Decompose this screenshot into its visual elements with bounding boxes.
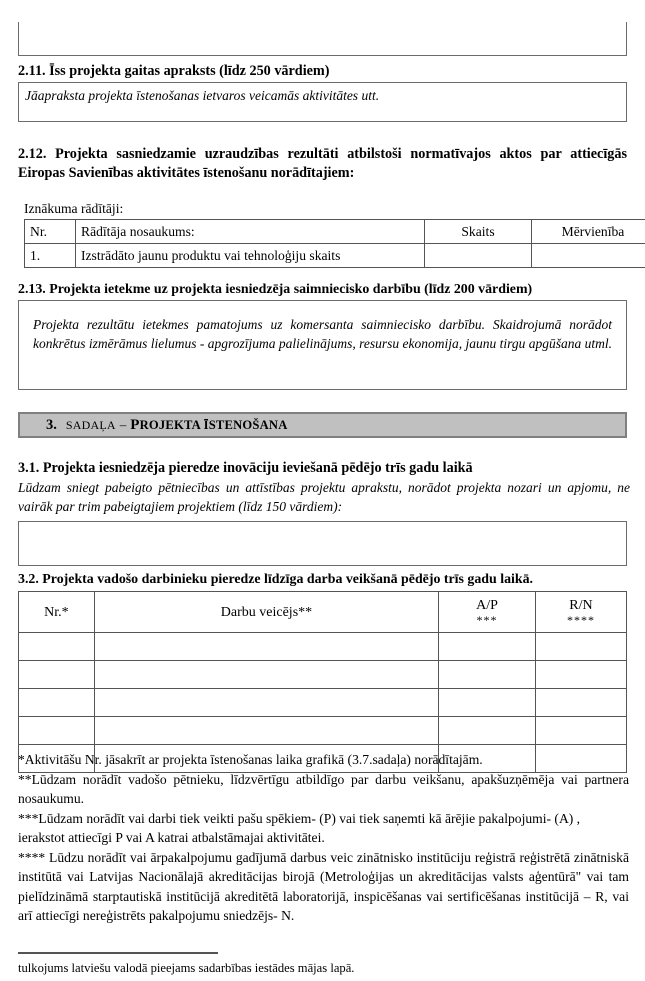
footer-separator [18, 952, 218, 954]
column-header-rn [535, 592, 626, 633]
column-header-rn-footnote-marker: **** [566, 613, 595, 627]
continuation-answer-box[interactable] [18, 22, 627, 56]
footnote-2: **Lūdzam norādīt vadošo pētnieku, līdzvērtīgu atbildīgo par darbu veikšanu, apakšuzņēmēja vai partnera nosaukumu. [18, 771, 629, 806]
column-header-ap-footnote-marker: *** [476, 613, 498, 627]
column-header-ap-label: A/P [476, 598, 498, 613]
footnotes-block [18, 750, 629, 926]
section-3-title-initial: P [130, 416, 140, 433]
table-row [25, 244, 645, 268]
heading-2-11: 2.11. Īss projekta gaitas apraksts (līdz 250 vārdiem) [18, 63, 330, 79]
table-3-2-staff-experience [18, 591, 627, 773]
cell-ap[interactable] [439, 633, 536, 661]
column-header-nr: Nr. [25, 220, 76, 244]
footnote-1: *Aktivitāšu Nr. jāsakrīt ar projekta īstenošanas laika grafikā (3.7.sadaļa) norādītajām. [18, 752, 483, 767]
cell-skaits[interactable] [425, 244, 532, 268]
cell-darbu-veicejs[interactable] [94, 633, 438, 661]
column-header-raditaja-nosaukums: Rādītāja nosaukums: [76, 220, 425, 244]
section-3-title-rest: ROJEKTA ĪSTENOŠANA [139, 417, 288, 432]
section-3-banner [18, 412, 627, 438]
column-header-skaits: Skaits [425, 220, 532, 244]
cell-nr: 1. [25, 244, 76, 268]
cell-raditaja-nosaukums: Izstrādāto jaunu produktu vai tehnoloģiju skaits [76, 244, 425, 268]
cell-mervieniba[interactable] [532, 244, 645, 268]
table-row [19, 689, 627, 717]
section-3-title [130, 417, 287, 434]
table-header-row [19, 592, 627, 633]
section-3-number: 3. [46, 416, 57, 433]
cell-darbu-veicejs[interactable] [94, 689, 438, 717]
cell-nr[interactable] [19, 717, 95, 745]
table-row [19, 633, 627, 661]
heading-3-2: 3.2. Projekta vadošo darbinieku pieredze līdzīga darba veikšanā pēdējo trīs gadu laikā. [18, 572, 534, 587]
heading-3-1: 3.1. Projekta iesniedzēja pieredze inovāciju ieviešanā pēdējo trīs gadu laikā [18, 460, 473, 476]
cell-ap[interactable] [439, 661, 536, 689]
column-header-mervieniba: Mērvienība [532, 220, 645, 244]
heading-2-12: 2.12. Projekta sasniedzamie uzraudzības rezultāti atbilstoši normatīvajos aktos par attiecīgās Eiropas Savienības aktivitātes īstenošanu norādītajiem: [18, 146, 627, 181]
footnote-4: **** Lūdzu norādīt vai ārpakalpojumu gadījumā darbus veic zinātnisko institūciju reģistrā reģistrētā zinātniskā institūtā vai Latvijas Nacionālajā akreditācijas birojā (Metroloģijas un akreditācijas valsts aģentūrā" vai tam pielīdzināmā starptautiskā institūcijā akreditētā laboratorijā, inspicēšanas vai sertificēšanas institūcijā – R, vai arī attiecīgi nereģistrēts pakalpojumu sniedzējs- N. [18, 849, 629, 923]
column-header-nr [19, 592, 95, 633]
section-3-dash: – [119, 417, 127, 432]
heading-2-13: 2.13. Projekta ietekme uz projekta iesniedzēja saimniecisko darbību (līdz 200 vārdiem) [18, 282, 533, 297]
answer-box-2-13[interactable] [18, 300, 627, 390]
answer-box-2-11[interactable] [18, 82, 627, 122]
cell-darbu-veicejs[interactable] [94, 661, 438, 689]
cell-rn[interactable] [535, 689, 626, 717]
column-header-darbu-veicejs-label: Darbu veicējs** [220, 604, 313, 620]
answer-box-3-1[interactable] [18, 521, 627, 566]
cell-rn[interactable] [535, 633, 626, 661]
cell-nr[interactable] [19, 689, 95, 717]
cell-darbu-veicejs[interactable] [94, 717, 438, 745]
cell-nr[interactable] [19, 633, 95, 661]
cell-rn[interactable] [535, 661, 626, 689]
table-2-12-indicators [24, 219, 645, 268]
label-iznakuma-raditaji: Iznākuma rādītāji: [24, 201, 124, 216]
column-header-rn-label: R/N [569, 598, 593, 613]
footnote-3: ***Lūdzam norādīt vai darbi tiek veikti pašu spēkiem- (P) vai tiek saņemti kā ārējie pakalpojumi- (A) , ierakstot attiecīgi P vai A katrai atbalstāmajai aktivitātei. [18, 810, 581, 845]
column-header-ap [439, 592, 536, 633]
cell-ap[interactable] [439, 717, 536, 745]
cell-rn[interactable] [535, 717, 626, 745]
footer-note: tulkojums latviešu valodā pieejams sadarbības iestādes mājas lapā. [18, 961, 355, 975]
table-row [19, 661, 627, 689]
placeholder-text-2-11: Jāapraksta projekta īstenošanas ietvaros veicamās aktivitātes utt. [25, 88, 380, 103]
column-header-nr-label: Nr.* [44, 604, 69, 620]
section-3-word-sadala: SADAĻA [65, 417, 116, 432]
table-row [19, 717, 627, 745]
placeholder-text-2-13: Projekta rezultātu ietekmes pamatojums uz komersanta saimniecisko darbību. Skaidrojumā norādot konkrētus izmērāmus lielumus - apgrozījuma palielinājums, resursu ekonomija, jaunu tirgu apgūšana utml. [33, 317, 612, 351]
cell-nr[interactable] [19, 661, 95, 689]
instruction-3-1: Lūdzam sniegt pabeigto pētniecības un attīstības projektu aprakstu, norādot projekta nozari un apjomu, ne vairāk par trim pabeigtajiem projektiem (līdz 150 vārdiem): [18, 480, 630, 514]
cell-ap[interactable] [439, 689, 536, 717]
column-header-darbu-veicejs [94, 592, 438, 633]
table-header-row [25, 220, 645, 244]
